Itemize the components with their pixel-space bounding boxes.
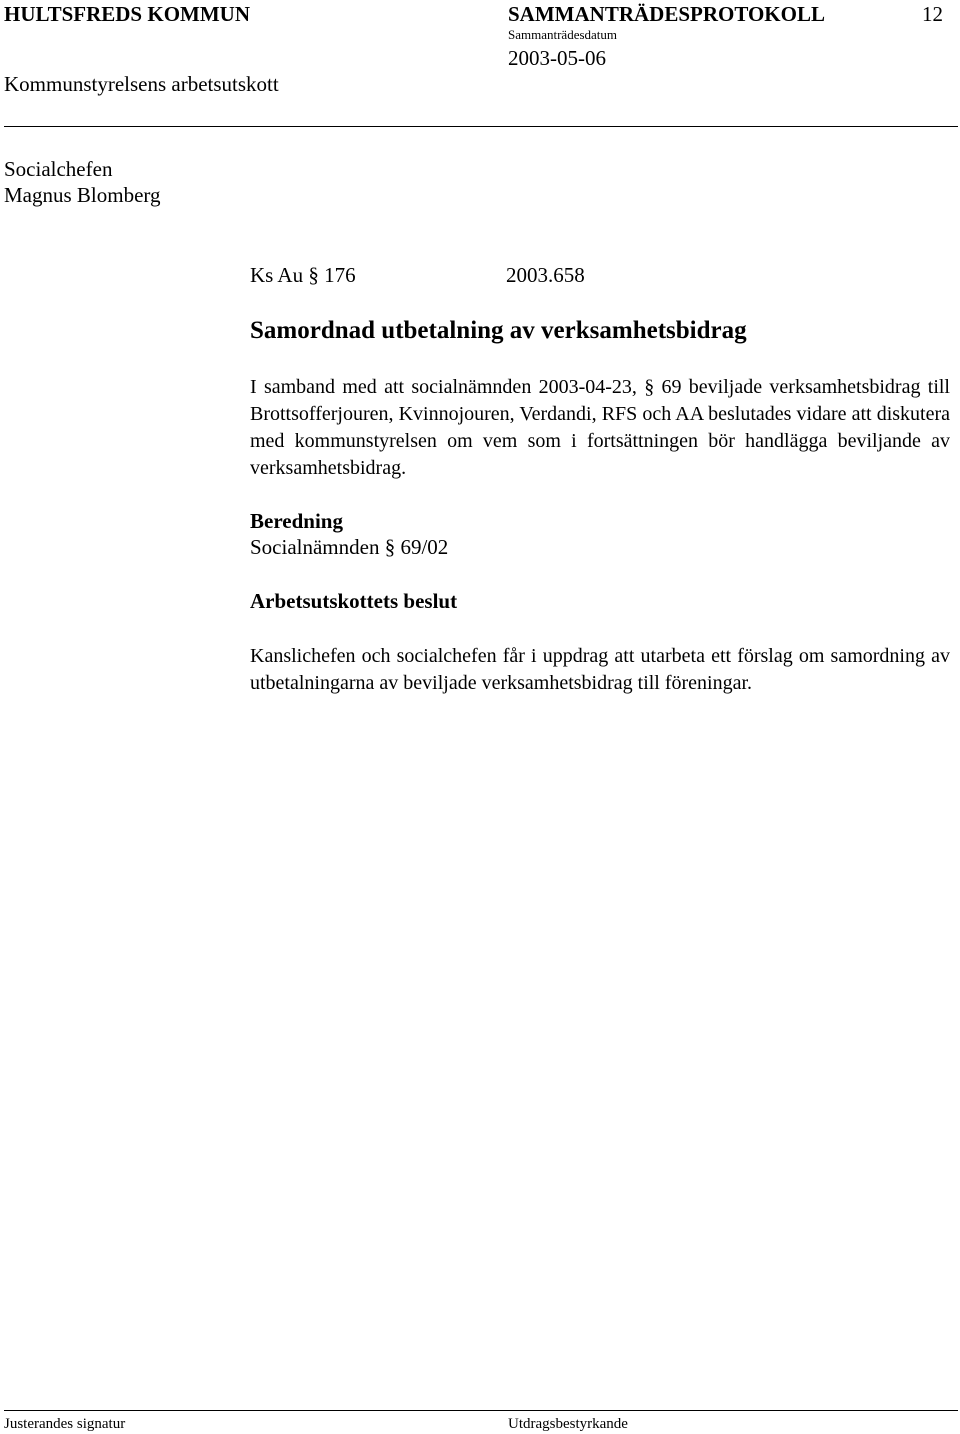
meeting-date: 2003-05-06	[508, 46, 606, 70]
committee-name: Kommunstyrelsens arbetsutskott	[4, 72, 279, 96]
organization-name: HULTSFREDS KOMMUN	[4, 2, 251, 26]
recipient-title: Socialchefen	[4, 157, 113, 181]
paragraph-reference: Ks Au § 176	[250, 263, 356, 287]
signature-label: Justerandes signatur	[4, 1416, 126, 1432]
header-divider	[4, 126, 958, 127]
meeting-date-label: Sammanträdesdatum	[508, 27, 618, 42]
preparation-text: Socialnämnden § 69/02	[250, 535, 449, 559]
certification-label: Utdragsbestyrkande	[508, 1416, 628, 1432]
page-number: 12	[922, 2, 943, 26]
diary-number: 2003.658	[506, 263, 585, 287]
decision-text: Kanslichefen och socialchefen får i uppdrag att utarbeta ett förslag om samordning av utbetalningarna av beviljade verksamhetsbidrag till föreningar.	[250, 645, 950, 694]
matter-body: I samband med att socialnämnden 2003-04-23, § 69 beviljade verksamhetsbidrag till Brottsofferjouren, Kvinnojouren, Verdandi, RFS och AA beslutades vidare att diskutera med kommunstyrelsen om vem som i fortsättningen bör handlägga beviljande av verksamhetsbidrag.	[250, 376, 950, 479]
document-type: SAMMANTRÄDESPROTOKOLL	[508, 2, 825, 26]
preparation-heading: Beredning	[250, 509, 343, 533]
matter-title: Samordnad utbetalning av verksamhetsbidrag	[250, 317, 747, 344]
decision-heading: Arbetsutskottets beslut	[250, 589, 458, 613]
matter-reference-line	[250, 263, 950, 288]
footer-divider	[4, 1410, 958, 1411]
recipient-name: Magnus Blomberg	[4, 183, 161, 207]
